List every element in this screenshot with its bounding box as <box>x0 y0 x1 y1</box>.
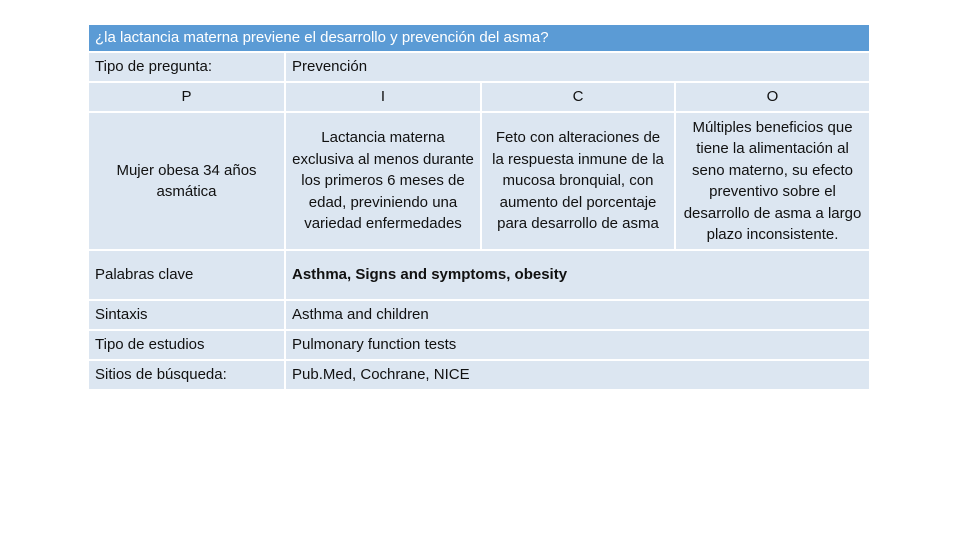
pico-header-p: P <box>89 82 285 112</box>
syntax-value: Asthma and children <box>285 300 869 330</box>
table-title: ¿la lactancia materna previene el desarrollo y prevención del asma? <box>89 25 869 52</box>
search-sites-label: Sitios de búsqueda: <box>89 360 285 389</box>
syntax-label: Sintaxis <box>89 300 285 330</box>
study-type-row <box>89 330 869 360</box>
question-type-value: Prevención <box>285 52 869 82</box>
pico-table <box>89 25 869 389</box>
pico-value-i: Lactancia materna exclusiva al menos durante los primeros 6 meses de edad, previniendo una variedad enfermedades <box>285 112 481 250</box>
pico-header-o: O <box>675 82 869 112</box>
study-type-value: Pulmonary function tests <box>285 330 869 360</box>
keywords-label: Palabras clave <box>89 250 285 300</box>
syntax-row <box>89 300 869 330</box>
pico-values-row <box>89 112 869 250</box>
question-type-label: Tipo de pregunta: <box>89 52 285 82</box>
study-type-label: Tipo de estudios <box>89 330 285 360</box>
keywords-row <box>89 250 869 300</box>
keywords-value: Asthma, Signs and symptoms, obesity <box>285 250 869 300</box>
title-row <box>89 25 869 52</box>
pico-header-row <box>89 82 869 112</box>
question-type-row <box>89 52 869 82</box>
search-sites-value: Pub.Med, Cochrane, NICE <box>285 360 869 389</box>
pico-value-o: Múltiples beneficios que tiene la alimentación al seno materno, su efecto preventivo sobre el desarrollo de asma a largo plazo inconsistente. <box>675 112 869 250</box>
search-sites-row <box>89 360 869 389</box>
pico-value-p: Mujer obesa 34 años asmática <box>89 112 285 250</box>
pico-header-c: C <box>481 82 675 112</box>
pico-header-i: I <box>285 82 481 112</box>
pico-value-c: Feto con alteraciones de la respuesta inmune de la mucosa bronquial, con aumento del porcentaje para desarrollo de asma <box>481 112 675 250</box>
